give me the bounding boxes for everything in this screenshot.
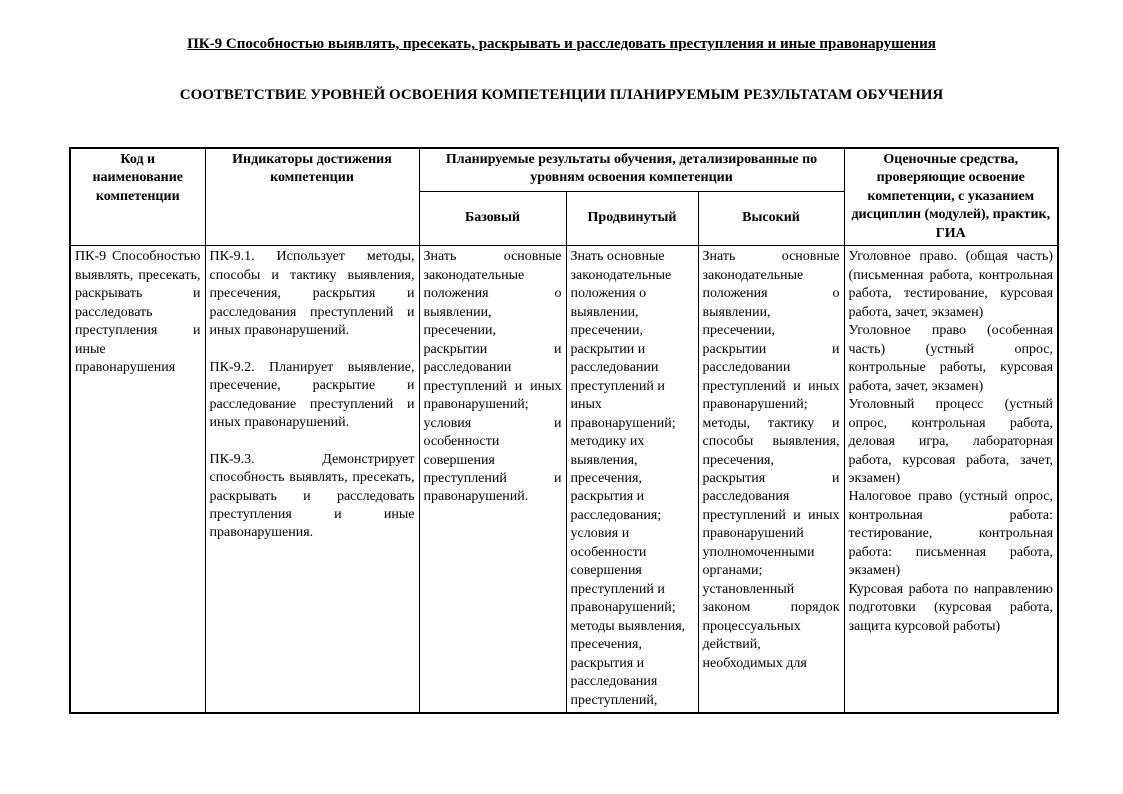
header-level-basic: Базовый <box>419 192 566 246</box>
table-row <box>70 246 1058 713</box>
header-level-advanced: Продвинутый <box>566 192 698 246</box>
indicator-pk-9-2: ПК-9.2. Планирует выявление, пресечение, раскрытие и расследование преступлений и иных правонарушений. <box>209 359 415 431</box>
competence-heading: ПК-9 Способностью выявлять, пресекать, раскрывать и расследовать преступления и иные правонарушения <box>187 36 936 52</box>
indicator-pk-9-3: ПК-9.3. Демонстрирует способность выявлять, пресекать, раскрывать и расследовать преступления и иные правонарушения. <box>209 451 415 541</box>
cell-indicators <box>205 246 419 713</box>
cell-level-advanced: Знать основные законодательные положения о выявлении, пресечении, раскрытии и расследовании преступлений и иных правонарушений; методику их выявления, пресечения, раскрытия и расследования; условия и особенности совершения преступлений и правонарушений; методы выявления, пресечения, раскрытия и расследования преступлений, <box>566 246 698 713</box>
assessment-item-criminal-procedure: Уголовный процесс (устный опрос, контрольная работа, деловая игра, лабораторная работа, курсовая работа, зачет, экзамен) <box>848 397 1054 486</box>
assessment-item-criminal-law-general: Уголовное право. (общая часть) (письменная работа, контрольная работа, тестирование, курсовая работа, зачет, экзамен) <box>848 249 1054 320</box>
header-level-high: Высокий <box>698 192 844 246</box>
cell-competence-code: ПК-9 Способностью выявлять, пресекать, раскрывать и расследовать преступления и иные правонарушения <box>70 246 205 713</box>
header-indicators: Индикаторы достижения компетенции <box>205 148 419 246</box>
competence-levels-table <box>69 147 1059 714</box>
cell-level-high: Знать основные законодательные положения о выявлении, пресечении, раскрытии и расследовании преступлений и иных правонарушений; методы, тактику и способы выявления, пресечения, раскрытия и расследования преступлений и иных правонарушений уполномоченными органами; установленный законом порядок процессуальных действий, необходимых для <box>698 246 844 713</box>
header-planned-results-group: Планируемые результаты обучения, детализированные по уровням освоения компетенции <box>419 148 844 192</box>
header-assessment-tools: Оценочные средства, проверяющие освоение компетенции, с указанием дисциплин (модулей), практик, ГИА <box>844 148 1058 246</box>
cell-level-basic: Знать основные законодательные положения о выявлении, пресечении, раскрытии и расследовании преступлений и иных правонарушений; условия и особенности совершения преступлений и правонарушений. <box>419 246 566 713</box>
cell-assessment-tools <box>844 246 1058 713</box>
assessment-item-criminal-law-special: Уголовное право (особенная часть) (устный опрос, контрольные работы, курсовая работа, зачет, экзамен) <box>848 323 1054 394</box>
assessment-item-coursework: Курсовая работа по направлению подготовки (курсовая работа, защита курсовой работы) <box>848 581 1054 634</box>
indicator-pk-9-1: ПК-9.1. Использует методы, способы и тактику выявления, пресечения, раскрытия и расследования преступлений и иных правонарушений. <box>209 249 415 339</box>
assessment-item-tax-law: Налоговое право (устный опрос, контрольная работа: тестирование, контрольная работа: письменная работа, экзамен) <box>848 489 1054 579</box>
header-code-and-name: Код и наименование компетенции <box>70 148 205 246</box>
page-title: СООТВЕТСТВИЕ УРОВНЕЙ ОСВОЕНИЯ КОМПЕТЕНЦИИ ПЛАНИРУЕМЫМ РЕЗУЛЬТАТАМ ОБУЧЕНИЯ <box>179 87 944 103</box>
header-row-1 <box>70 148 1058 192</box>
